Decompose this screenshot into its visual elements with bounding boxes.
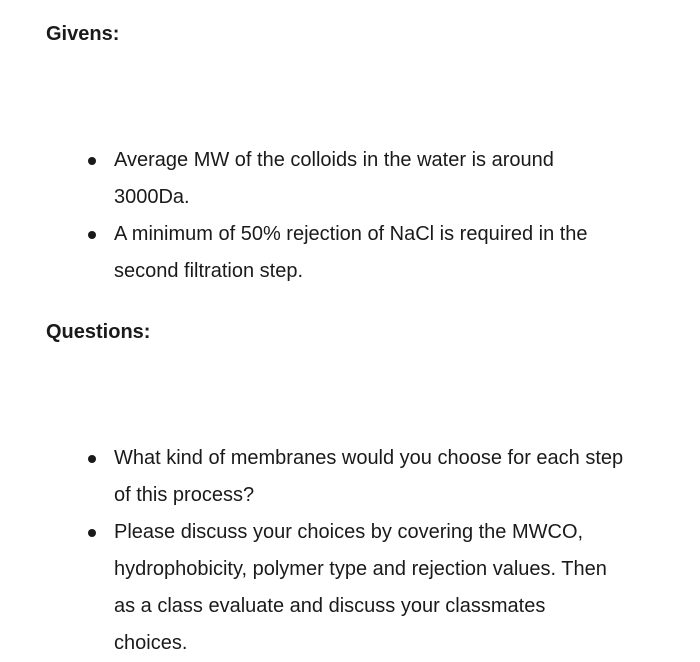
givens-heading: Givens: <box>46 23 120 45</box>
questions-item-membranes <box>0 440 700 514</box>
questions-item-discuss <box>0 514 700 662</box>
questions-list <box>0 440 700 662</box>
bullet-dot-icon <box>88 529 96 537</box>
bullet-dot-icon <box>88 231 96 239</box>
givens-item-text: Average MW of the colloids in the water is around 3000Da. <box>114 149 554 208</box>
bullet-dot-icon <box>88 455 96 463</box>
givens-list <box>0 142 700 290</box>
questions-heading: Questions: <box>46 321 151 343</box>
givens-item-nacl-rejection <box>0 216 700 290</box>
questions-item-text: What kind of membranes would you choose for each step of this process? <box>114 447 624 506</box>
bullet-dot-icon <box>88 157 96 165</box>
givens-item-colloids <box>0 142 700 216</box>
givens-item-text: A minimum of 50% rejection of NaCl is required in the second filtration step. <box>114 223 588 282</box>
questions-item-text: Please discuss your choices by covering the MWCO, hydrophobicity, polymer type and rejection values. Then as a class evaluate and discuss your classmates choices. <box>114 521 607 654</box>
